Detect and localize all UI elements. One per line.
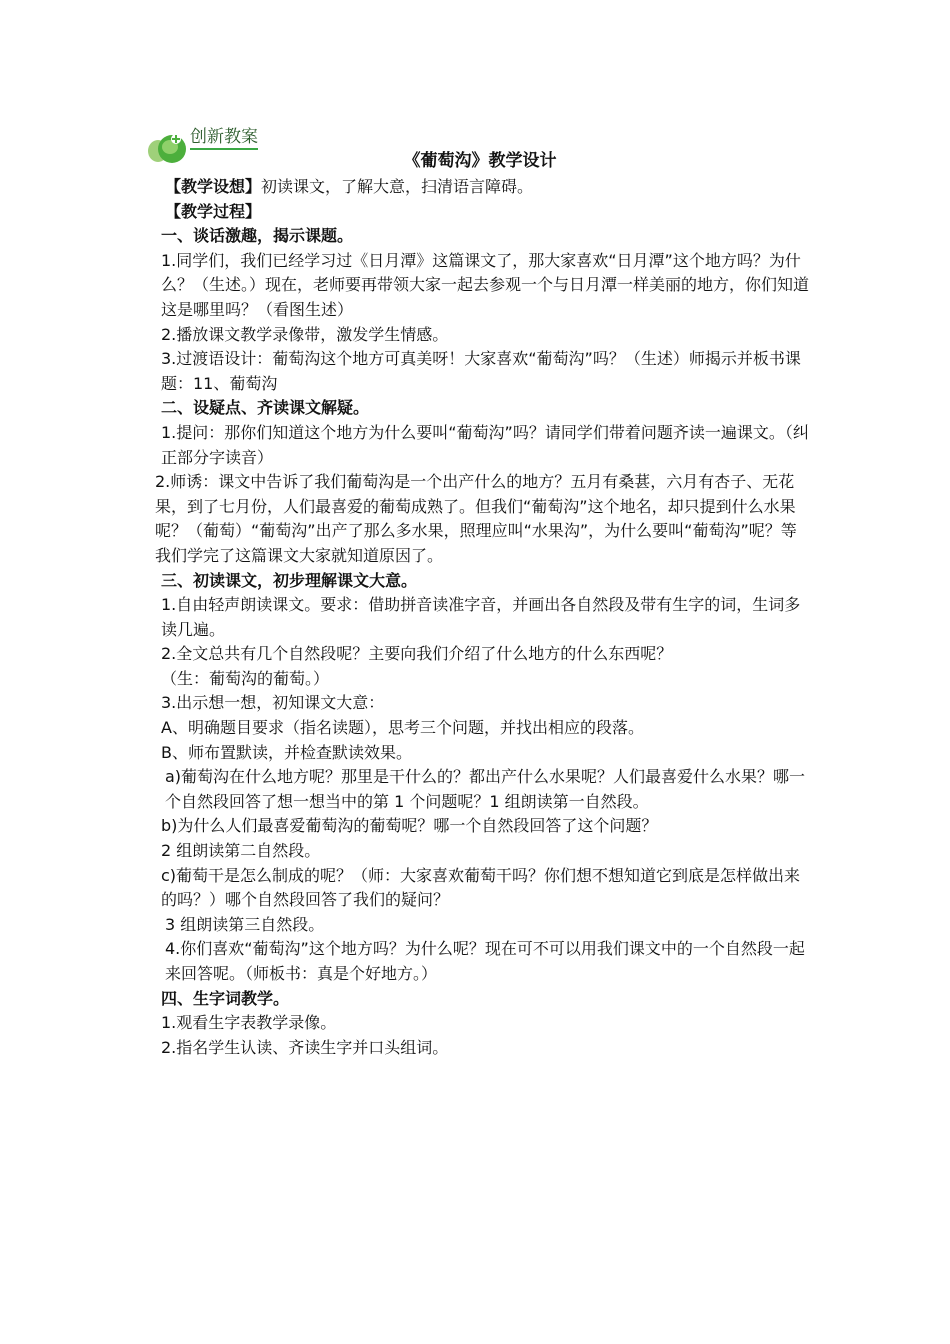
- section-3-pc2: 3 组朗读第三自然段。: [165, 914, 325, 934]
- section-3-heading: 三、初读课文，初步理解课文大意。: [161, 570, 418, 590]
- logo-text: 创新教案: [190, 126, 258, 150]
- section-4-heading: 四、生字词教学。: [161, 988, 290, 1008]
- page-title: 《葡萄沟》教学设计: [403, 151, 557, 171]
- section-3-p1: 1.自由轻声朗读课文。要求：借助拼音读准字音，并画出各自然段及带有生字的词，生词多读几遍。: [161, 595, 801, 639]
- section-3-p3: 3.出示想一想，初知课文大意：: [161, 693, 385, 713]
- idea-text: 初读课文，了解大意，扫清语言障碍。: [261, 177, 534, 196]
- section-3-pc: c)葡萄干是怎么制成的呢？（师：大家喜欢葡萄干吗？你们想不想知道它到底是怎样做出来的吗？）哪个自然段回答了我们的疑问？: [161, 865, 801, 910]
- section-4-p2: 2.指名学生认读、齐读生字并口头组词。: [161, 1037, 449, 1057]
- section-2-heading: 二、设疑点、齐读课文解疑。: [161, 398, 370, 418]
- section-4-p1: 1.观看生字表教学录像。: [161, 1013, 337, 1033]
- section-3-pA: A、明确题目要求（指名读题），思考三个问题，并找出相应的段落。: [161, 718, 644, 738]
- section-1-p2: 2.播放课文教学录像带，激发学生情感。: [161, 324, 449, 344]
- section-2-p1: 1.提问：那你们知道这个地方为什么要叫“葡萄沟”吗？请同学们带着问题齐读一遍课文。（纠正部分字读音）: [161, 422, 809, 467]
- section-3-pb: b)为什么人们最喜爱葡萄沟的葡萄呢？哪一个自然段回答了这个问题？: [161, 816, 658, 836]
- section-1-heading: 一、谈话激趣，揭示课题。: [161, 226, 354, 246]
- section-3-pB: B、师布置默读，并检查默读效果。: [161, 742, 412, 762]
- document-body: [145, 175, 809, 1060]
- section-3-p2: 2.全文总共有几个自然段呢？主要向我们介绍了什么地方的什么东西呢？: [161, 644, 673, 664]
- section-1-p3: 3.过渡语设计：葡萄沟这个地方可真美呀！大家喜欢“葡萄沟”吗？（生述）师揭示并板书课题：11、葡萄沟: [161, 349, 801, 393]
- idea-label: 【教学设想】: [165, 177, 262, 196]
- section-3-pb2: 2 组朗读第二自然段。: [161, 841, 321, 861]
- teaching-idea: [145, 175, 809, 200]
- section-3-p4: 4.你们喜欢“葡萄沟”这个地方吗？为什么呢？现在可不可以用我们课文中的一个自然段一起来回答呢。（师板书：真是个好地方。）: [165, 939, 805, 983]
- section-2-p2: 2.师诱：课文中告诉了我们葡萄沟是一个出产什么的地方？五月有桑葚，六月有杏子、无花果，到了七月份，人们最喜爱的葡萄成熟了。但我们“葡萄沟”这个地名，却只提到什么水果呢？（葡萄）“葡萄沟”出产了那么多水果，照理应叫“水果沟”，为什么要叫“葡萄沟”呢？等我们学完了这篇课文大家就知道原因了。: [155, 472, 797, 565]
- section-3-p2b: （生：葡萄沟的葡萄。）: [161, 668, 330, 688]
- section-3-pa: a)葡萄沟在什么地方呢？那里是干什么的？都出产什么水果呢？人们最喜爱什么水果？哪一个自然段回答了想一想当中的第 1 个问题呢？1 组朗读第一自然段。: [165, 767, 806, 811]
- process-label: 【教学过程】: [165, 201, 262, 221]
- section-1-p1: 1.同学们，我们已经学习过《日月潭》这篇课文了，那大家喜欢“日月潭”这个地方吗？为什么？（生述。）现在，老师要再带领大家一起去参观一个与日月潭一样美丽的地方，你们知道这是哪里吗？（看图生述）: [161, 250, 810, 319]
